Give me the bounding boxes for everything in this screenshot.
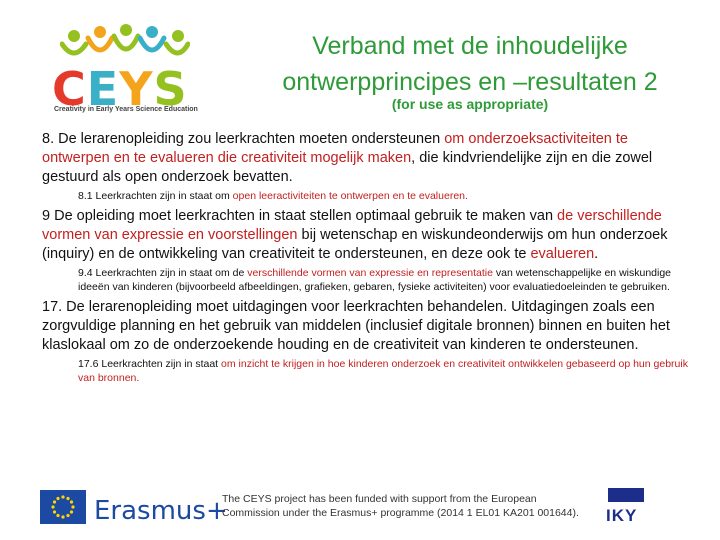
funding-statement: The CEYS project has been funded with support from the European Commission under the Erasmus+ programme (2014 1 EL01 KA201 001644). bbox=[222, 493, 579, 519]
slide-title: Verband met de inhoudelijke ontwerpprincipes en –resultaten 2 bbox=[282, 32, 658, 96]
paragraph-17: 17. De lerarenopleiding moet uitdagingen voor leerkrachten behandelen. Uitdagingen zoals een zorgvuldige planning en het gebruik van middelen (inclusief digitale bronnen) binnen en buiten het klaslokaal om zo de onderzoekende houding en de creativiteit van kinderen te ondersteunen. bbox=[42, 299, 670, 353]
subpoint-9-4: 9.4 Leerkrachten zijn in staat om de verschillende vormen van expressie en representatie van wetenschappelijke en wiskundige ideeën van kinderen (bijvoorbeeld afbeeldingen, grafieken, gebaren, fysieke activiteiten) voor evaluatiedoeleinden te gebruiken. bbox=[78, 267, 672, 293]
footer bbox=[0, 482, 720, 540]
paragraph-9: 9 De opleiding moet leerkrachten in staat stellen optimaal gebruik te maken van de verschillende vormen van expressie en voorstellingen bij wetenschap en wiskundeonderwijs om hun onderzoek (inquiry) en de ontwikkeling van creativiteit te ondersteunen, en deze ook te evalueren. bbox=[42, 208, 668, 262]
erasmus-plus-logo: Erasmus+ bbox=[94, 496, 228, 526]
iky-logo: IKY bbox=[604, 486, 648, 534]
iky-emblem-icon bbox=[608, 488, 644, 502]
slide-body bbox=[42, 130, 692, 389]
eu-flag-icon bbox=[40, 490, 86, 524]
children-figures-icon bbox=[60, 22, 190, 66]
subpoint-17-6: 17.6 Leerkrachten zijn in staat om inzicht te krijgen in hoe kinderen onderzoek en creativiteit ontwikkelen gebaseerd op hun gebruik van bronnen. bbox=[78, 358, 688, 384]
slide-subtitle: (for use as appropriate) bbox=[391, 96, 549, 112]
subpoint-8-1: 8.1 Leerkrachten zijn in staat om open leeractiviteiten te ontwerpen en te evalueren. bbox=[78, 190, 468, 202]
logo-tagline: Creativity in Early Years Science Education bbox=[54, 106, 198, 113]
ceys-logo bbox=[52, 22, 228, 126]
logo-wordmark: CEYS bbox=[52, 62, 188, 116]
paragraph-8: 8. De lerarenopleiding zou leerkrachten moeten ondersteunen om onderzoeksactiviteiten te ontwerpen en te evalueren die creativiteit mogelijk maken, die kindvriendelijke zijn en die zowel gestuurd als open onderzoek bevatten. bbox=[42, 131, 653, 185]
